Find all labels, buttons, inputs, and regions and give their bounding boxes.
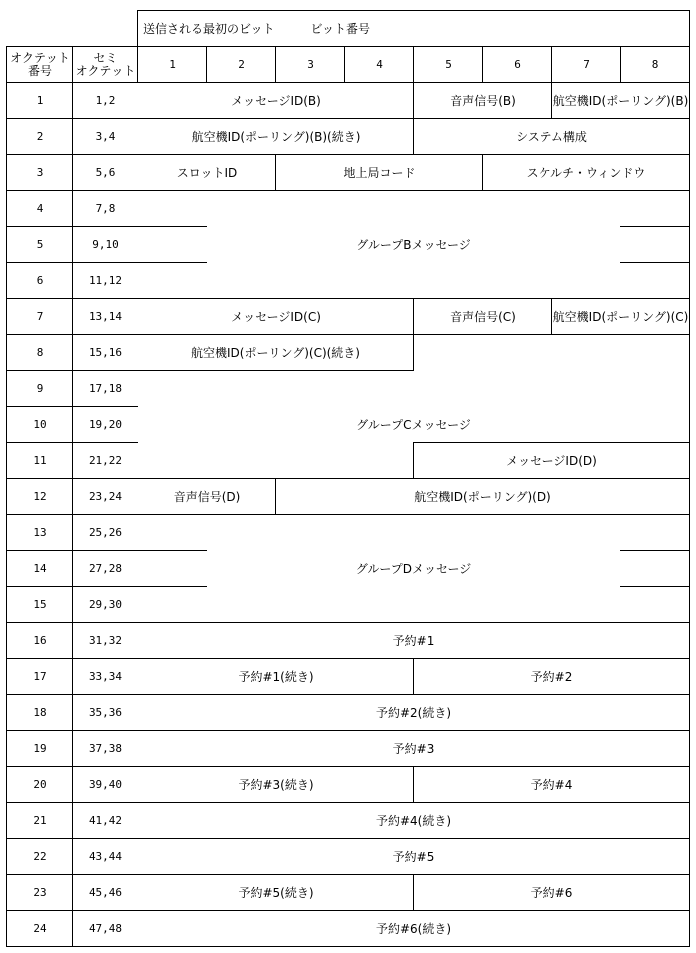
octet-number-cell: 15 xyxy=(6,586,73,623)
octet-number-cell: 12 xyxy=(6,478,73,515)
octet-number-cell: 9 xyxy=(6,370,73,407)
semi-octet-cell: 39,40 xyxy=(72,766,138,803)
semi-octet-cell: 15,16 xyxy=(72,334,138,371)
field-reserved5-cont: 予約#5(続き) xyxy=(137,874,414,911)
octet-header-line1: オクテット xyxy=(10,51,70,65)
octet-number-cell: 6 xyxy=(6,262,73,299)
bit-6-header: 6 xyxy=(482,46,552,83)
field-reserved1-cont: 予約#1(続き) xyxy=(137,658,414,695)
group-d-tick xyxy=(137,550,207,551)
bit-3-header: 3 xyxy=(275,46,345,83)
group-d-tick xyxy=(137,586,207,587)
semi-octet-cell: 3,4 xyxy=(72,118,138,155)
group-b-tick xyxy=(137,226,207,227)
field-aircraft-b: 航空機ID(ポーリング)(B) xyxy=(551,82,690,119)
semi-octet-cell: 13,14 xyxy=(72,298,138,335)
bit-2-header: 2 xyxy=(206,46,276,83)
field-group-c: グループCメッセージ xyxy=(356,417,471,432)
field-msg-id-c: メッセージID(C) xyxy=(137,298,414,335)
field-reserved2: 予約#2 xyxy=(413,658,690,695)
field-voice-c: 音声信号(C) xyxy=(413,298,552,335)
field-aircraft-d: 航空機ID(ポーリング)(D) xyxy=(275,478,690,515)
octet-number-cell: 8 xyxy=(6,334,73,371)
octet-number-cell: 7 xyxy=(6,298,73,335)
octet-number-cell: 22 xyxy=(6,838,73,875)
octet-number-header xyxy=(6,46,73,83)
field-aircraft-b-cont: 航空機ID(ポーリング)(B)(続き) xyxy=(137,118,414,155)
field-reserved2-cont: 予約#2(続き) xyxy=(137,694,690,731)
octet-number-cell: 13 xyxy=(6,514,73,551)
field-reserved6-cont: 予約#6(続き) xyxy=(137,910,690,947)
semi-octet-cell: 27,28 xyxy=(72,550,138,587)
bit-4-header: 4 xyxy=(344,46,414,83)
octet-number-cell: 18 xyxy=(6,694,73,731)
field-msg-id-d: メッセージID(D) xyxy=(413,442,690,479)
semi-octet-cell: 7,8 xyxy=(72,190,138,227)
semi-octet-cell: 29,30 xyxy=(72,586,138,623)
group-d-tick xyxy=(620,550,690,551)
semi-octet-cell: 33,34 xyxy=(72,658,138,695)
field-slot-id: スロットID xyxy=(137,154,276,191)
octet-number-cell: 3 xyxy=(6,154,73,191)
octet-number-cell: 17 xyxy=(6,658,73,695)
octet-number-cell: 2 xyxy=(6,118,73,155)
field-reserved5: 予約#5 xyxy=(137,838,690,875)
semi-octet-cell: 37,38 xyxy=(72,730,138,767)
field-group-b: グループBメッセージ xyxy=(356,237,471,252)
group-b-tick xyxy=(620,226,690,227)
semi-header-line1: セミ xyxy=(93,51,118,65)
octet-number-cell: 4 xyxy=(6,190,73,227)
semi-octet-cell: 45,46 xyxy=(72,874,138,911)
field-group-d: グループDメッセージ xyxy=(355,561,472,576)
field-reserved1: 予約#1 xyxy=(137,622,690,659)
semi-octet-cell: 17,18 xyxy=(72,370,138,407)
field-reserved4: 予約#4 xyxy=(413,766,690,803)
octet-number-cell: 5 xyxy=(6,226,73,263)
semi-octet-cell: 5,6 xyxy=(72,154,138,191)
field-aircraft-c: 航空機ID(ポーリング)(C) xyxy=(551,298,690,335)
semi-octet-cell: 21,22 xyxy=(72,442,138,479)
octet-number-cell: 24 xyxy=(6,910,73,947)
bit-5-header: 5 xyxy=(413,46,483,83)
field-voice-b: 音声信号(B) xyxy=(413,82,552,119)
octet-number-cell: 10 xyxy=(6,406,73,443)
semi-octet-cell: 41,42 xyxy=(72,802,138,839)
octet-number-cell: 14 xyxy=(6,550,73,587)
semi-octet-cell: 35,36 xyxy=(72,694,138,731)
semi-octet-cell: 9,10 xyxy=(72,226,138,263)
header-first-bit xyxy=(137,10,690,47)
group-b-tick xyxy=(620,262,690,263)
octet-number-cell: 11 xyxy=(6,442,73,479)
field-reserved3: 予約#3 xyxy=(137,730,690,767)
semi-octet-cell: 43,44 xyxy=(72,838,138,875)
octet-number-cell: 1 xyxy=(6,82,73,119)
semi-octet-cell: 23,24 xyxy=(72,478,138,515)
semi-octet-header xyxy=(72,46,138,83)
octet-header-line2: 番号 xyxy=(27,64,52,78)
bit-7-header: 7 xyxy=(551,46,621,83)
field-squelch-window: スケルチ・ウィンドウ xyxy=(482,154,690,191)
field-reserved4-cont: 予約#4(続き) xyxy=(137,802,690,839)
semi-octet-cell: 31,32 xyxy=(72,622,138,659)
field-voice-d: 音声信号(D) xyxy=(137,478,276,515)
bit-1-header: 1 xyxy=(137,46,207,83)
semi-octet-cell: 47,48 xyxy=(72,910,138,947)
octet-number-cell: 23 xyxy=(6,874,73,911)
bit-number-label: ビット番号 xyxy=(310,22,371,36)
field-system-config: システム構成 xyxy=(413,118,690,155)
bit-8-header: 8 xyxy=(620,46,690,83)
group-b-tick xyxy=(137,262,207,263)
semi-octet-cell: 1,2 xyxy=(72,82,138,119)
field-msg-id-b: メッセージID(B) xyxy=(137,82,414,119)
field-aircraft-c-cont: 航空機ID(ポーリング)(C)(続き) xyxy=(137,334,414,371)
semi-octet-cell: 11,12 xyxy=(72,262,138,299)
semi-octet-cell: 25,26 xyxy=(72,514,138,551)
field-reserved3-cont: 予約#3(続き) xyxy=(137,766,414,803)
field-reserved6: 予約#6 xyxy=(413,874,690,911)
group-d-tick xyxy=(620,586,690,587)
semi-header-line2: オクテット xyxy=(75,64,136,78)
first-bit-label: 送信される最初のビット xyxy=(143,22,275,36)
octet-number-cell: 21 xyxy=(6,802,73,839)
semi-octet-cell: 19,20 xyxy=(72,406,138,443)
octet-number-cell: 16 xyxy=(6,622,73,659)
field-ground-station: 地上局コード xyxy=(275,154,483,191)
octet-number-cell: 19 xyxy=(6,730,73,767)
octet-number-cell: 20 xyxy=(6,766,73,803)
